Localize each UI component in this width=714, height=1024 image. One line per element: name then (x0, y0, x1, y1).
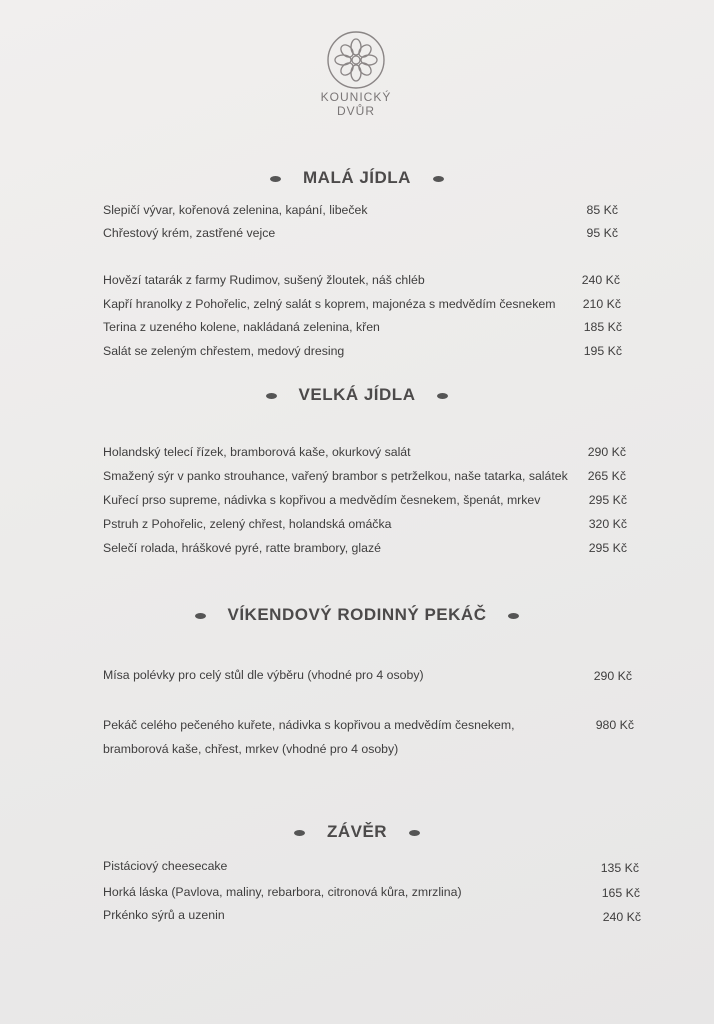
menu-item-price: 95 Kč (586, 226, 618, 240)
bullet-icon (433, 176, 444, 182)
menu-item-name: Slepičí vývar, kořenová zelenina, kapání, libeček (103, 203, 368, 217)
logo-line-1: KOUNICKÝ (320, 90, 392, 104)
bullet-icon (508, 613, 519, 619)
menu-item-name: Chřestový krém, zastřené vejce (103, 226, 276, 240)
menu-item-price: 240 Kč (581, 273, 620, 287)
bullet-icon (266, 393, 277, 399)
menu-item-name: Kuřecí prso supreme, nádivka s kopřivou a medvědím česnekem, špenát, mrkev (103, 493, 541, 507)
menu-item-name: Kapří hranolky z Pohořelic, zelný salát s koprem, majonéza s medvědím česnekem (103, 297, 556, 311)
menu-item-name: Selečí rolada, hráškové pyré, ratte brambory, glazé (103, 541, 381, 555)
menu-item-name: Terina z uzeného kolene, nakládaná zelenina, křen (103, 320, 380, 334)
bullet-icon (437, 393, 448, 399)
bullet-icon (270, 176, 281, 182)
menu-item-name: Salát se zeleným chřestem, medový dresing (103, 344, 345, 358)
menu-item-price: 295 Kč (588, 493, 627, 507)
menu-item-price: 210 Kč (582, 297, 621, 311)
menu-item-name: Pistáciový cheesecake (103, 859, 228, 873)
bullet-icon (409, 830, 420, 836)
menu-item-price: 290 Kč (587, 445, 626, 459)
menu-item-name: Hovězí tatarák z farmy Rudimov, sušený žloutek, náš chléb (103, 273, 425, 287)
menu-item-name: Smažený sýr v panko strouhance, vařený brambor s petrželkou, naše tatarka, salátek (103, 469, 568, 483)
section-title-zaver: ZÁVĚR (0, 822, 714, 842)
restaurant-logo (320, 30, 392, 118)
menu-item-name: Horká láska (Pavlova, maliny, rebarbora, citronová kůra, zmrzlina) (103, 885, 462, 899)
menu-item-price: 165 Kč (601, 886, 640, 900)
menu-item-name: Holandský telecí řízek, bramborová kaše, okurkový salát (103, 445, 411, 459)
bullet-icon (195, 613, 206, 619)
section-title-mala-jidla: MALÁ JÍDLA (0, 168, 714, 188)
bullet-icon (294, 830, 305, 836)
menu-item-name: Mísa polévky pro celý stůl dle výběru (vhodné pro 4 osoby) (103, 668, 424, 682)
menu-item-name: Prkénko sýrů a uzenin (103, 908, 225, 922)
menu-item-price: 135 Kč (600, 861, 639, 875)
menu-item-price: 265 Kč (587, 469, 626, 483)
section-title-velka-jidla: VELKÁ JÍDLA (0, 385, 714, 405)
menu-item-name: Pekáč celého pečeného kuřete, nádivka s kopřivou a medvědím česnekem, (103, 718, 515, 732)
section-title-vikendovy-pekac: VÍKENDOVÝ RODINNÝ PEKÁČ (0, 605, 714, 625)
menu-item-price: 295 Kč (588, 541, 627, 555)
menu-item-price: 290 Kč (593, 669, 632, 683)
menu-item-price: 240 Kč (602, 910, 641, 924)
menu-item-name-continued: bramborová kaše, chřest, mrkev (vhodné pro 4 osoby) (103, 742, 399, 756)
menu-item-price: 85 Kč (586, 203, 618, 217)
menu-item-price: 185 Kč (583, 320, 622, 334)
menu-item-name: Pstruh z Pohořelic, zelený chřest, holandská omáčka (103, 517, 392, 531)
menu-item-price: 980 Kč (595, 718, 634, 732)
flower-emblem-icon (323, 30, 389, 90)
logo-line-2: DVŮR (336, 104, 375, 118)
menu-item-price: 195 Kč (583, 344, 622, 358)
menu-item-price: 320 Kč (588, 517, 627, 531)
